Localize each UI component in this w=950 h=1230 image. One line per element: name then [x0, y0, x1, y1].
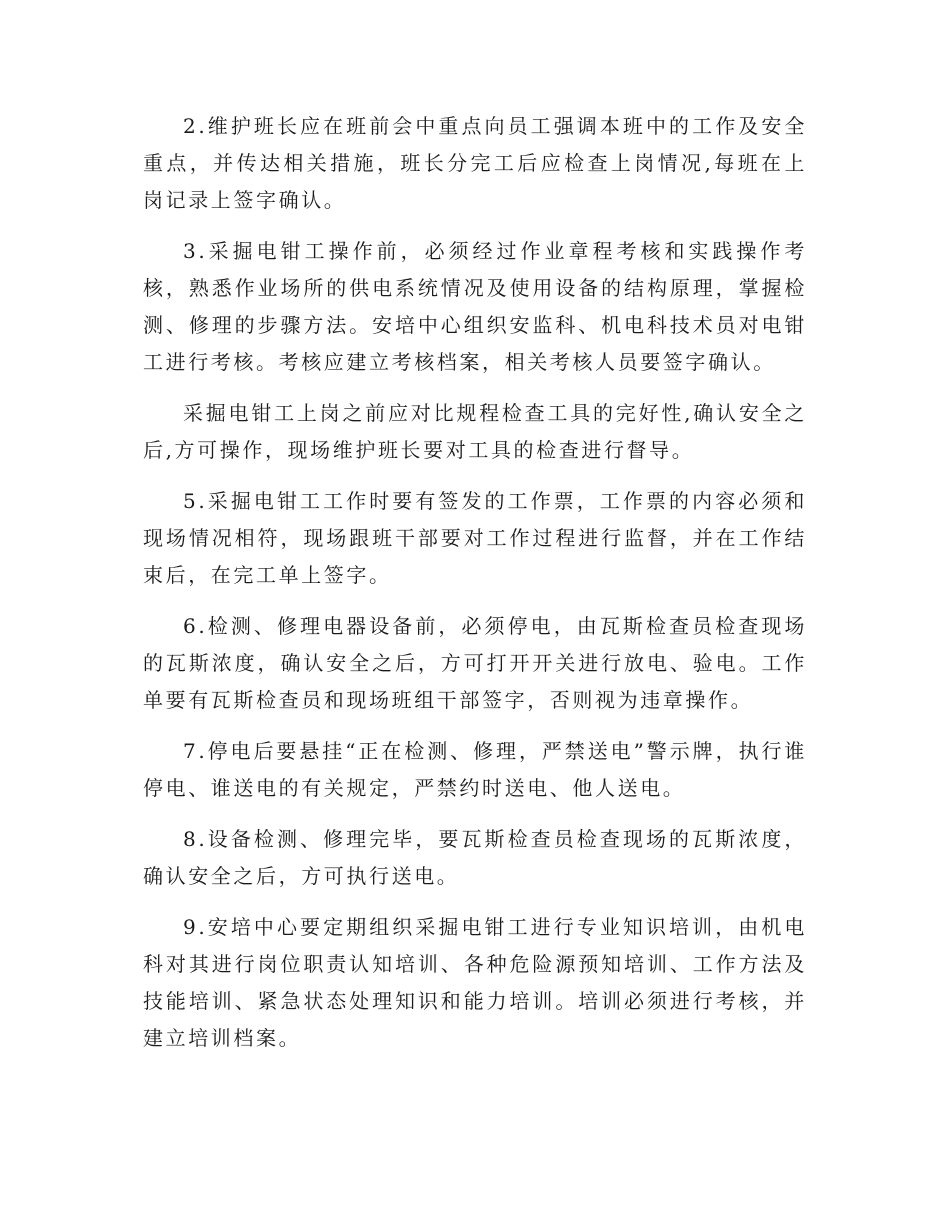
paragraph-item-8: 8.设备检测、修理完毕，要瓦斯检查员检查现场的瓦斯浓度，确认安全之后，方可执行送电。 [143, 827, 807, 888]
paragraph-item-9: 9.安培中心要定期组织采掘电钳工进行专业知识培训，由机电科对其进行岗位职责认知培训、各种危险源预知培训、工作方法及技能培训、紧急状态处理知识和能力培训。培训必须进行考核，并建立培训档案。 [143, 915, 807, 1050]
paragraph-item-3: 3.采掘电钳工操作前，必须经过作业章程考核和实践操作考核，熟悉作业场所的供电系统情况及使用设备的结构原理，掌握检测、修理的步骤方法。安培中心组织安监科、机电科技术员对电钳工进行考核。考核应建立考核档案，相关考核人员要签字确认。 [143, 239, 807, 374]
paragraph-item-5: 5.采掘电钳工工作时要有签发的工作票，工作票的内容必须和现场情况相符，现场跟班干部要对工作过程进行监督，并在工作结束后，在完工单上签字。 [143, 489, 807, 587]
paragraph-tool-check: 采掘电钳工上岗之前应对比规程检查工具的完好性,确认安全之后,方可操作，现场维护班长要对工具的检查进行督导。 [143, 401, 807, 462]
paragraph-item-2: 2.维护班长应在班前会中重点向员工强调本班中的工作及安全重点，并传达相关措施，班长分完工后应检查上岗情况,每班在上岗记录上签字确认。 [143, 114, 807, 212]
paragraph-item-7: 7.停电后要悬挂“正在检测、修理，严禁送电”警示牌，执行谁停电、谁送电的有关规定，严禁约时送电、他人送电。 [143, 739, 807, 800]
document-body [143, 108, 807, 1071]
paragraph-item-6: 6.检测、修理电器设备前，必须停电，由瓦斯检查员检查现场的瓦斯浓度，确认安全之后，方可打开开关进行放电、验电。工作单要有瓦斯检查员和现场班组干部签字，否则视为违章操作。 [143, 614, 807, 712]
